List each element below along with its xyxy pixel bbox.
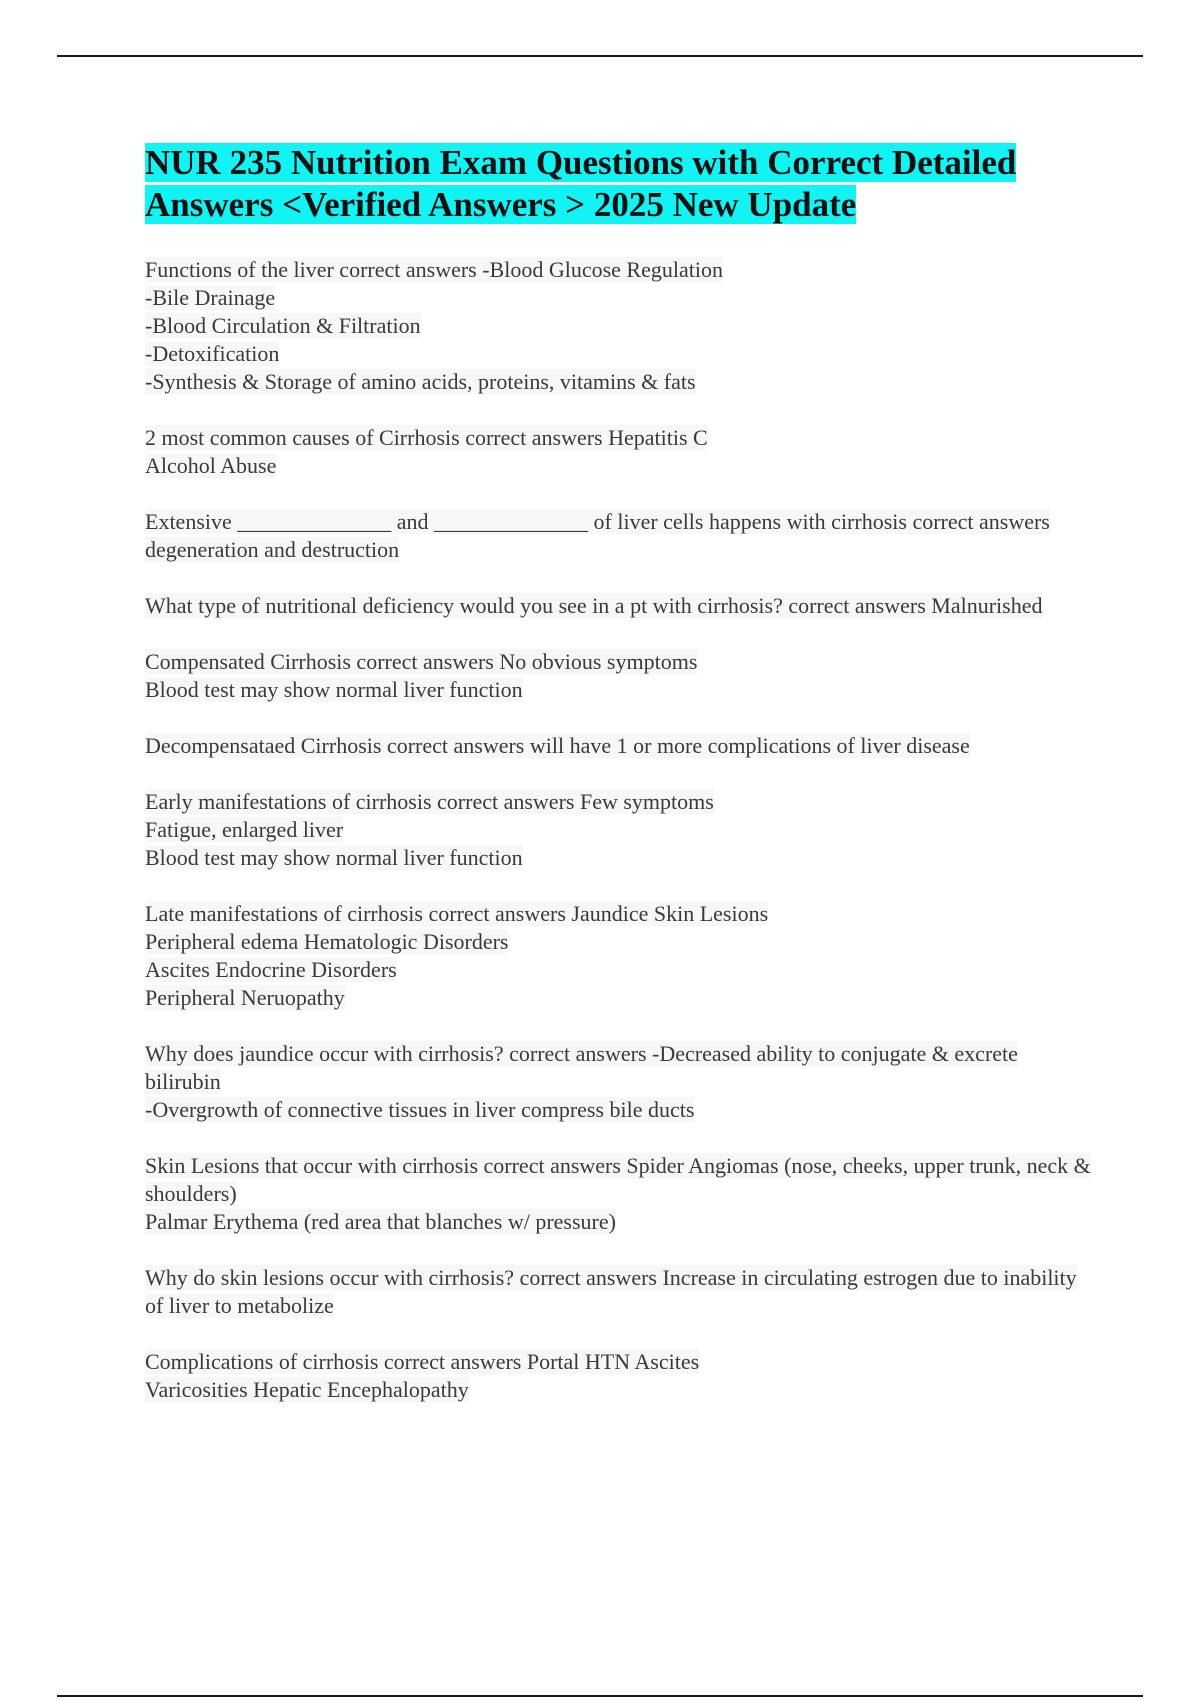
qa-line: Decompensataed Cirrhosis correct answers will have 1 or more complications of liver disease (145, 733, 970, 758)
qa-line: Peripheral edema Hematologic Disorders (145, 929, 509, 954)
qa-line: Why does jaundice occur with cirrhosis? correct answers -Decreased ability to conjugate & excrete bilirubin (145, 1041, 1018, 1094)
qa-line: Late manifestations of cirrhosis correct answers Jaundice Skin Lesions (145, 901, 769, 926)
qa-entry (145, 788, 1095, 872)
qa-entry (145, 424, 1095, 480)
qa-line: What type of nutritional deficiency would you see in a pt with cirrhosis? correct answers Malnurished (145, 593, 1043, 618)
qa-entry (145, 1152, 1095, 1236)
qa-entry (145, 508, 1095, 564)
qa-entry (145, 900, 1095, 1012)
qa-line: Varicosities Hepatic Encephalopathy (145, 1377, 469, 1402)
qa-line: Fatigue, enlarged liver (145, 817, 344, 842)
qa-line: Compensated Cirrhosis correct answers No obvious symptoms (145, 649, 698, 674)
qa-line: Peripheral Neruopathy (145, 985, 345, 1010)
qa-line: Alcohol Abuse (145, 453, 277, 478)
qa-line: -Bile Drainage (145, 285, 276, 310)
qa-line: -Detoxification (145, 341, 280, 366)
qa-entry (145, 1040, 1095, 1124)
qa-line: Blood test may show normal liver function (145, 845, 523, 870)
qa-line: Why do skin lesions occur with cirrhosis? correct answers Increase in circulating estrogen due to inability of liver to metabolize (145, 1265, 1077, 1318)
bottom-rule (57, 1695, 1143, 1697)
qa-line: Blood test may show normal liver function (145, 677, 523, 702)
qa-line: Extensive ______________ and ______________ of liver cells happens with cirrhosis correct answers degeneration and destruction (145, 509, 1050, 562)
qa-line: -Synthesis & Storage of amino acids, proteins, vitamins & fats (145, 369, 696, 394)
qa-line: 2 most common causes of Cirrhosis correct answers Hepatitis C (145, 425, 708, 450)
top-rule (57, 55, 1143, 57)
qa-line: -Overgrowth of connective tissues in liver compress bile ducts (145, 1097, 695, 1122)
qa-entry (145, 1348, 1095, 1404)
qa-entry (145, 732, 1095, 760)
qa-entry (145, 256, 1095, 396)
document-body (145, 142, 1095, 1432)
document-title (145, 142, 1095, 226)
qa-entry (145, 592, 1095, 620)
qa-line: Ascites Endocrine Disorders (145, 957, 397, 982)
qa-entry (145, 648, 1095, 704)
qa-line: Early manifestations of cirrhosis correct answers Few symptoms (145, 789, 714, 814)
qa-entry (145, 1264, 1095, 1320)
qa-line: Functions of the liver correct answers -Blood Glucose Regulation (145, 257, 723, 282)
document-title-text: NUR 235 Nutrition Exam Questions with Correct Detailed Answers <Verified Answers > 2025 New Update (145, 143, 1017, 224)
qa-line: Palmar Erythema (red area that blanches w/ pressure) (145, 1209, 616, 1234)
qa-line: -Blood Circulation & Filtration (145, 313, 421, 338)
qa-line: Skin Lesions that occur with cirrhosis correct answers Spider Angiomas (nose, cheeks, upper trunk, neck & shoulders) (145, 1153, 1091, 1206)
qa-line: Complications of cirrhosis correct answers Portal HTN Ascites (145, 1349, 700, 1374)
